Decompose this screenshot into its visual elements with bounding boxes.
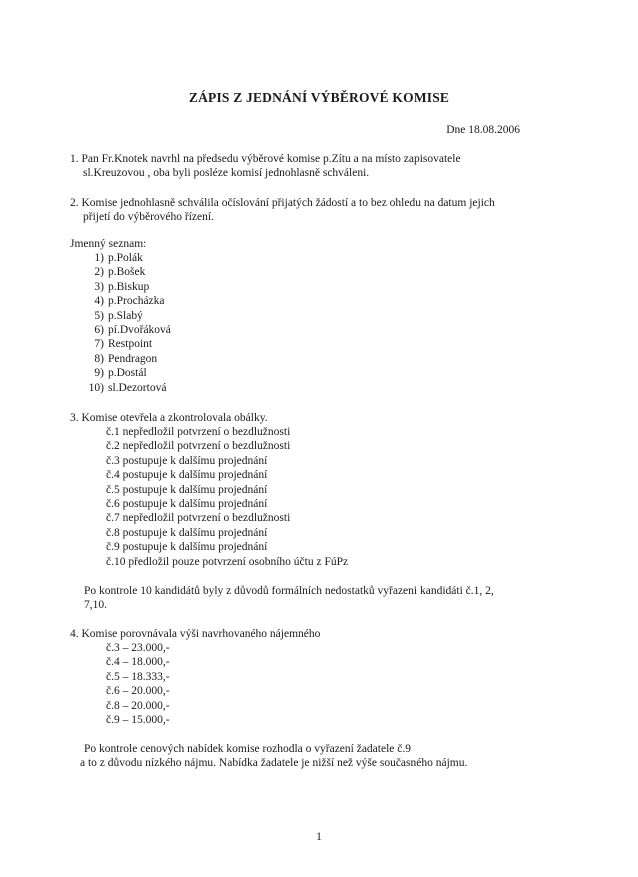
item-1-line-1: 1. Pan Fr.Knotek navrhl na předsedu výběrové komise p.Zítu a na místo zapisovatele: [70, 153, 461, 165]
list-item: č.3 – 23.000,-: [106, 642, 170, 654]
roster-heading: Jmenný seznam:: [70, 238, 147, 250]
list-item: č.6 – 20.000,-: [106, 685, 170, 698]
meeting-date: Dne 18.08.2006: [446, 124, 520, 136]
list-item: 6) pí.Dvořáková: [94, 324, 171, 337]
envelope-list: [106, 425, 348, 569]
roster-list: [84, 251, 171, 395]
list-item: 9) p.Dostál: [94, 367, 147, 380]
document-title: ZÁPIS Z JEDNÁNÍ VÝBĚROVÉ KOMISE: [188, 90, 450, 105]
rent-list: [106, 641, 170, 727]
item-4-summary: [80, 742, 468, 771]
list-item: č.9 – 15.000,-: [106, 714, 170, 727]
list-item: 4) p.Procházka: [94, 295, 165, 308]
item-4-summary-line-2: a to z důvodu nízkého nájmu. Nabídka žadatele je nižší než výše současného nájmu.: [80, 757, 468, 770]
list-item: č.2 nepředložil potvrzení o bezdlužnosti: [106, 440, 291, 453]
list-item: č.8 postupuje k dalšímu projednání: [106, 526, 268, 539]
item-3-summary-line-1: Po kontrole 10 kandidátů byly z důvodů formálních nedostatků vyřazeni kandidáti č.1, 2,: [84, 585, 494, 597]
item-1: [70, 152, 461, 181]
page-number: 1: [316, 831, 322, 843]
list-item: 2) p.Bošek: [94, 266, 146, 279]
list-item: 7) Restpoint: [94, 338, 153, 351]
item-4-summary-line-1: Po kontrole cenových nabídek komise rozhodla o vyřazení žadatele č.9: [84, 743, 411, 755]
list-item: č.8 – 20.000,-: [106, 699, 170, 712]
list-item: č.3 postupuje k dalšímu projednání: [106, 454, 268, 467]
list-item: č.5 – 18.333,-: [106, 670, 170, 683]
item-1-line-2: sl.Kreuzovou , oba byli posléze komisí jednohlasně schváleni.: [83, 167, 370, 180]
item-2-line-2: přijetí do výběrového řízení.: [83, 211, 214, 224]
item-2: [70, 196, 495, 225]
item-4-heading: 4. Komise porovnávala výši navrhovaného nájemného: [70, 628, 321, 640]
list-item: č.4 postupuje k dalšímu projednání: [106, 469, 268, 482]
list-item: 8) Pendragon: [94, 352, 158, 365]
list-item: č.5 postupuje k dalšímu projednání: [106, 483, 268, 496]
list-item: 1) p.Polák: [94, 252, 143, 264]
item-3-summary: [84, 584, 494, 613]
list-item: 5) p.Slabý: [94, 309, 143, 322]
list-item: č.1 nepředložil potvrzení o bezdlužnosti: [106, 426, 291, 438]
list-item: č.6 postupuje k dalšímu projednání: [106, 498, 268, 511]
list-item: č.7 nepředložil potvrzení o bezdlužnosti: [106, 512, 291, 525]
list-item: č.4 – 18.000,-: [106, 656, 170, 669]
list-item: č.9 postupuje k dalšímu projednání: [106, 541, 268, 554]
list-item: 10) sl.Dezortová: [88, 381, 167, 394]
item-3-heading: 3. Komise otevřela a zkontrolovala obálky.: [70, 412, 268, 424]
item-3-summary-line-2: 7,10.: [84, 599, 107, 612]
list-item: 3) p.Biskup: [94, 280, 150, 293]
list-item: č.10 předložil pouze potvrzení osobního účtu z FúPz: [106, 555, 349, 568]
item-2-line-1: 2. Komise jednohlasně schválila očíslování přijatých žádostí a to bez ohledu na datum jejich: [70, 197, 495, 209]
